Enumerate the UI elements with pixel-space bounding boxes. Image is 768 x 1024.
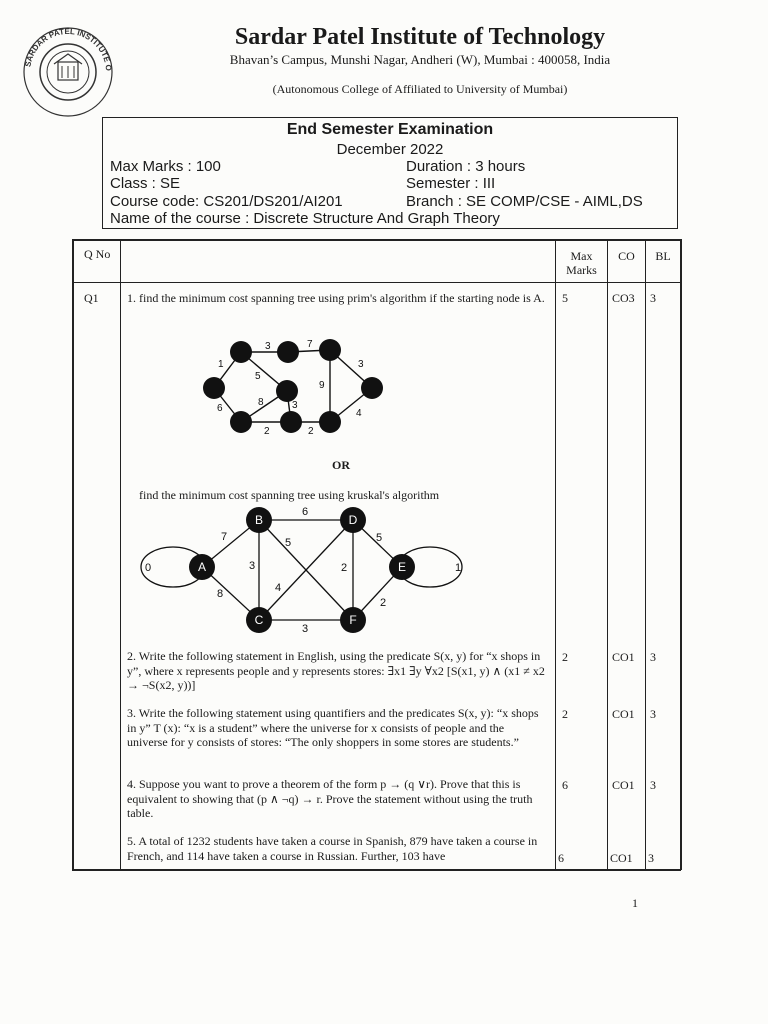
header-bl: BL — [655, 249, 671, 263]
question-2-text: 2. Write the following statement in English, using the predicate S(x, y) for “x shops in y”, where x represents people and y represents stores: ∃x1 ∃y ∀x2 [S(x1, y) ∧ (x1 ≠ x2 → ¬S(x2, y))] — [127, 649, 545, 692]
graph1-edge-label: 3 — [265, 341, 271, 352]
graph1-node — [203, 377, 225, 399]
graph1-edge-label: 9 — [319, 380, 325, 391]
graph2-edge-label: 5 — [285, 537, 292, 549]
graph1-edge-label: 6 — [217, 403, 223, 414]
graph1-node — [230, 411, 252, 433]
institute-affiliation: (Autonomous College of Affiliated to University of Mumbai) — [272, 82, 568, 96]
exam-title: End Semester Examination — [286, 121, 494, 138]
graph2-edge-label: 5 — [376, 532, 383, 544]
logo-text: SARDAR PATEL INSTITUTE O — [23, 26, 114, 72]
question-3-bl: 3 — [650, 707, 656, 721]
question-2-marks: 2 — [562, 650, 568, 664]
graph2-edge-label: 1 — [455, 562, 462, 574]
graph1-node — [319, 411, 341, 433]
header-qno: Q No — [84, 247, 111, 261]
question-5-marks: 6 — [558, 851, 564, 865]
graph1-edge-label: 3 — [292, 400, 298, 411]
question-4-text: 4. Suppose you want to prove a theorem of the form p → (q ∨r). Prove that this is equivalent to showing that (p ∧ ¬q) → r. Prove the statement without using the truth table. — [127, 777, 533, 820]
graph2-node-label: D — [348, 513, 358, 527]
graph2-edge-label: 7 — [221, 531, 228, 543]
header-co: CO — [618, 249, 635, 263]
question-4-bl: 3 — [650, 778, 656, 792]
graph1-edge-label: 4 — [356, 408, 362, 419]
graph2-edge-label: 3 — [249, 560, 256, 572]
graph1-node — [280, 411, 302, 433]
question-4-co: CO1 — [612, 778, 635, 792]
question-2-bl: 3 — [650, 650, 656, 664]
graph1-node — [277, 341, 299, 363]
question-3-marks: 2 — [562, 707, 568, 721]
question-1-marks: 5 — [562, 291, 568, 305]
header-marks: Marks — [566, 263, 597, 277]
institute-name: Sardar Patel Institute of Technology — [234, 24, 606, 50]
question-5-bl: 3 — [648, 851, 654, 865]
graph2-edge-label: 0 — [145, 562, 152, 574]
course-code: Course code: CS201/DS201/AI201 — [110, 193, 343, 210]
graph2-edge-label: 2 — [341, 562, 348, 574]
graph2-edge-label: 8 — [217, 588, 224, 600]
semester: Semester : III — [406, 175, 496, 192]
graph2-node-label: C — [254, 613, 264, 627]
kruskal-text: find the minimum cost spanning tree using kruskal's algorithm — [139, 488, 440, 502]
class: Class : SE — [110, 175, 181, 192]
question-5-co: CO1 — [610, 851, 633, 865]
page-number: 1 — [632, 896, 638, 910]
institute-address: Bhavan’s Campus, Munshi Nagar, Andheri (W), Mumbai : 400058, India — [229, 52, 611, 67]
graph1-edge-label: 2 — [264, 426, 270, 437]
graph1-edge-label: 3 — [358, 359, 364, 370]
graph2-node-label: A — [197, 560, 207, 574]
prims-graph — [190, 330, 400, 440]
graph2-node-label: E — [397, 560, 407, 574]
graph1-node — [361, 377, 383, 399]
question-5-text: 5. A total of 1232 students have taken a course in Spanish, 879 have taken a course in French, and 114 have taken a course in Russian. Further, 103 have — [127, 834, 538, 863]
duration: Duration : 3 hours — [406, 158, 526, 175]
graph2-edge-label: 4 — [275, 582, 282, 594]
question-3-co: CO1 — [612, 707, 635, 721]
question-2-co: CO1 — [612, 650, 635, 664]
question-3-text: 3. Write the following statement using quantifiers and the predicates S(x, y): “x shops in y” T (x): “x is a student” where the universe for x consists of people and the universe for y consists of stores: “The only shoppers in some stores are students.” — [127, 706, 539, 749]
graph1-node — [319, 339, 341, 361]
exam-date: December 2022 — [336, 141, 444, 158]
graph2-node-label: B — [254, 513, 264, 527]
graph1-edge-label: 8 — [258, 397, 264, 408]
kruskal-graph — [135, 505, 480, 635]
question-4-marks: 6 — [562, 778, 568, 792]
question-1-bl: 3 — [650, 291, 656, 305]
graph1-edge-label: 5 — [255, 371, 261, 382]
graph2-edge-label: 2 — [380, 597, 387, 609]
or-label: OR — [332, 458, 350, 472]
graph2-edge-label: 3 — [302, 623, 309, 635]
institute-logo — [18, 22, 118, 122]
graph1-edge-label: 1 — [218, 359, 224, 370]
header-max: Max — [570, 249, 593, 263]
question-1-co: CO3 — [612, 291, 635, 305]
course-name: Name of the course : Discrete Structure And Graph Theory — [110, 210, 500, 227]
graph1-node — [230, 341, 252, 363]
question-number: Q1 — [84, 291, 99, 305]
graph1-edge-label: 2 — [308, 426, 314, 437]
graph1-node — [276, 380, 298, 402]
graph2-edge-label: 6 — [302, 506, 309, 518]
graph2-node-label: F — [349, 613, 357, 627]
branch: Branch : SE COMP/CSE - AIML,DS — [406, 193, 643, 210]
graph1-edge-label: 7 — [307, 339, 313, 350]
svg-text:SARDAR PATEL INSTITUTE OF TECH — [18, 22, 113, 71]
max-marks: Max Marks : 100 — [110, 158, 221, 175]
question-1-text: 1. find the minimum cost spanning tree using prim's algorithm if the starting node is A. — [127, 291, 545, 305]
